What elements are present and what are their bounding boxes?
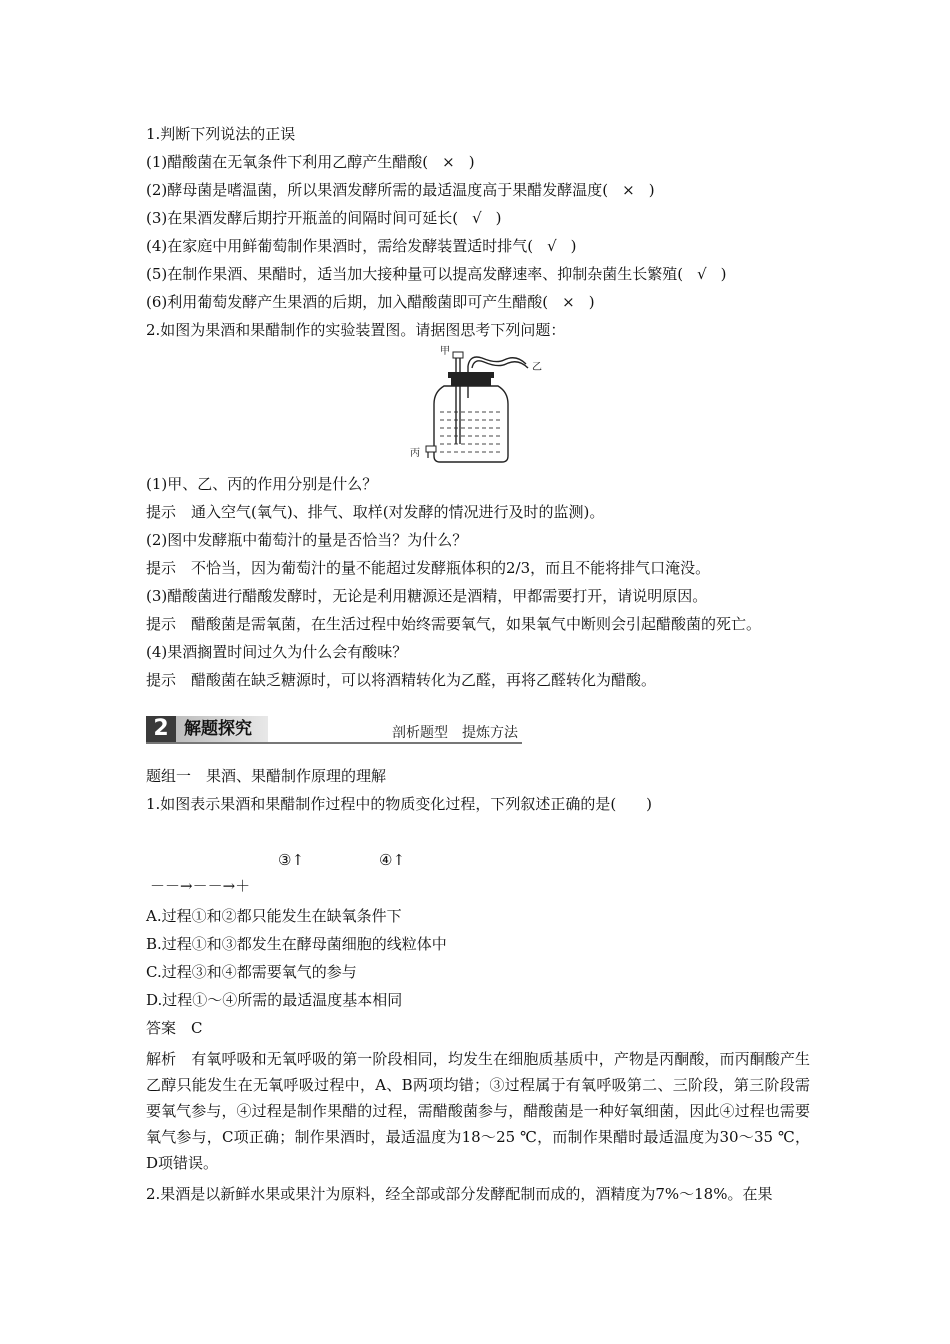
analysis-paragraph: 解析 有氧呼吸和无氧呼吸的第一阶段相同，均发生在细胞质基质中，产物是丙酮酸，而丙酮酸产生乙醇只能发生在无氧呼吸过程中，A、B两项均错；③过程属于有氧呼吸第二、三阶段，第三阶段需要氧气参与，④过程是制作果醋的过程，需醋酸菌参与，醋酸菌是一种好氧细菌，因此④过程也需要氧气参与，C项正确；制作果酒时，最适温度为18～25 ℃，而制作果醋时最适温度为30～35 ℃，D项错误。 [146,1050,810,1172]
section-title: 解题探究 [176,716,268,742]
q2-stem: 2.果酒是以新鲜水果或果汁为原料，经全部或部分发酵配制而成的，酒精度为7%～18%。在果 [146,1185,773,1203]
judgement-item-5 [146,264,727,284]
hint-4: 提示 醋酸菌在缺乏糖源时，可以将酒精转化为乙醛，再将乙醛转化为醋酸。 [146,671,657,689]
judgement-close: ) [720,265,727,283]
judgement-item-4 [146,236,577,256]
judgement-item-3 [146,208,502,228]
answer: 答案 C [146,1019,203,1037]
judgement-item-6 [146,292,595,312]
judgement-mark: × [622,181,635,199]
option-a: A.过程①和②都只能发生在缺氧条件下 [146,907,402,925]
option-c: C.过程③和④都需要氧气的参与 [146,963,357,981]
judgement-item-2 [146,180,655,200]
question-3: (3)醋酸菌进行醋酸发酵时，无论是利用糖源还是酒精，甲都需要打开，请说明原因。 [146,587,708,605]
judgement-text: (2)酵母菌是嗜温菌，所以果酒发酵所需的最适温度高于果醋发酵温度( [146,181,609,199]
label-jia: 甲 [440,346,450,357]
question-1: (1)甲、乙、丙的作用分别是什么？ [146,475,378,493]
judgement-close: ) [570,237,577,255]
question-4: (4)果酒搁置时间过久为什么会有酸味？ [146,643,408,661]
judgement-close: ) [495,209,502,227]
hint-3: 提示 醋酸菌是需氧菌，在生活过程中始终需要氧气，如果氧气中断则会引起醋酸菌的死亡。 [146,615,762,633]
judgement-close: ) [468,153,475,171]
judgement-close: ) [648,181,655,199]
q1-title: 1.判断下列说法的正误 [146,125,296,143]
judgement-mark: √ [472,209,482,227]
hint-1: 提示 通入空气(氧气)、排气、取样(对发酵的情况进行及时的监测)。 [146,503,605,521]
label-bing: 丙 [410,448,420,459]
hint-2: 提示 不恰当，因为葡萄汁的量不能超过发酵瓶体积的2/3，而且不能将排气口淹没。 [146,559,711,577]
question-2: (2)图中发酵瓶中葡萄汁的量是否恰当？为什么？ [146,531,468,549]
q2-title: 2.如图为果酒和果醋制作的实验装置图。请据图思考下列问题： [146,321,566,339]
judgement-text: (6)利用葡萄发酵产生果酒的后期，加入醋酸菌即可产生醋酸( [146,293,549,311]
judgement-close: ) [588,293,595,311]
fermentation-apparatus-figure [404,344,554,466]
section-number-badge: 2 [146,716,176,742]
judgement-text: (3)在果酒发酵后期拧开瓶盖的间隔时间可延长( [146,209,459,227]
section-subtitle: 剖析题型 提炼方法 [392,725,518,741]
section-divider [146,742,522,744]
q1-stem: 1.如图表示果酒和果醋制作过程中的物质变化过程，下列叙述正确的是( ) [146,795,653,813]
process-diagram-bottom: －－→－－→＋ [150,877,251,895]
judgement-mark: × [442,153,455,171]
option-d: D.过程①～④所需的最适温度基本相同 [146,991,403,1009]
group-title: 题组一 果酒、果醋制作原理的理解 [146,767,387,785]
option-b: B.过程①和③都发生在酵母菌细胞的线粒体中 [146,935,447,953]
judgement-mark: √ [697,265,707,283]
judgement-text: (4)在家庭中用鲜葡萄制作果酒时，需给发酵装置适时排气( [146,237,534,255]
judgement-text: (5)在制作果酒、果醋时，适当加大接种量可以提高发酵速率、抑制杂菌生长繁殖( [146,265,684,283]
judgement-mark: √ [547,237,557,255]
label-yi: 乙 [532,362,542,373]
judgement-mark: × [562,293,575,311]
judgement-text: (1)醋酸菌在无氧条件下利用乙醇产生醋酸( [146,153,429,171]
judgement-item-1 [146,152,475,172]
process-diagram-top: ③↑ ④↑ [278,851,406,869]
